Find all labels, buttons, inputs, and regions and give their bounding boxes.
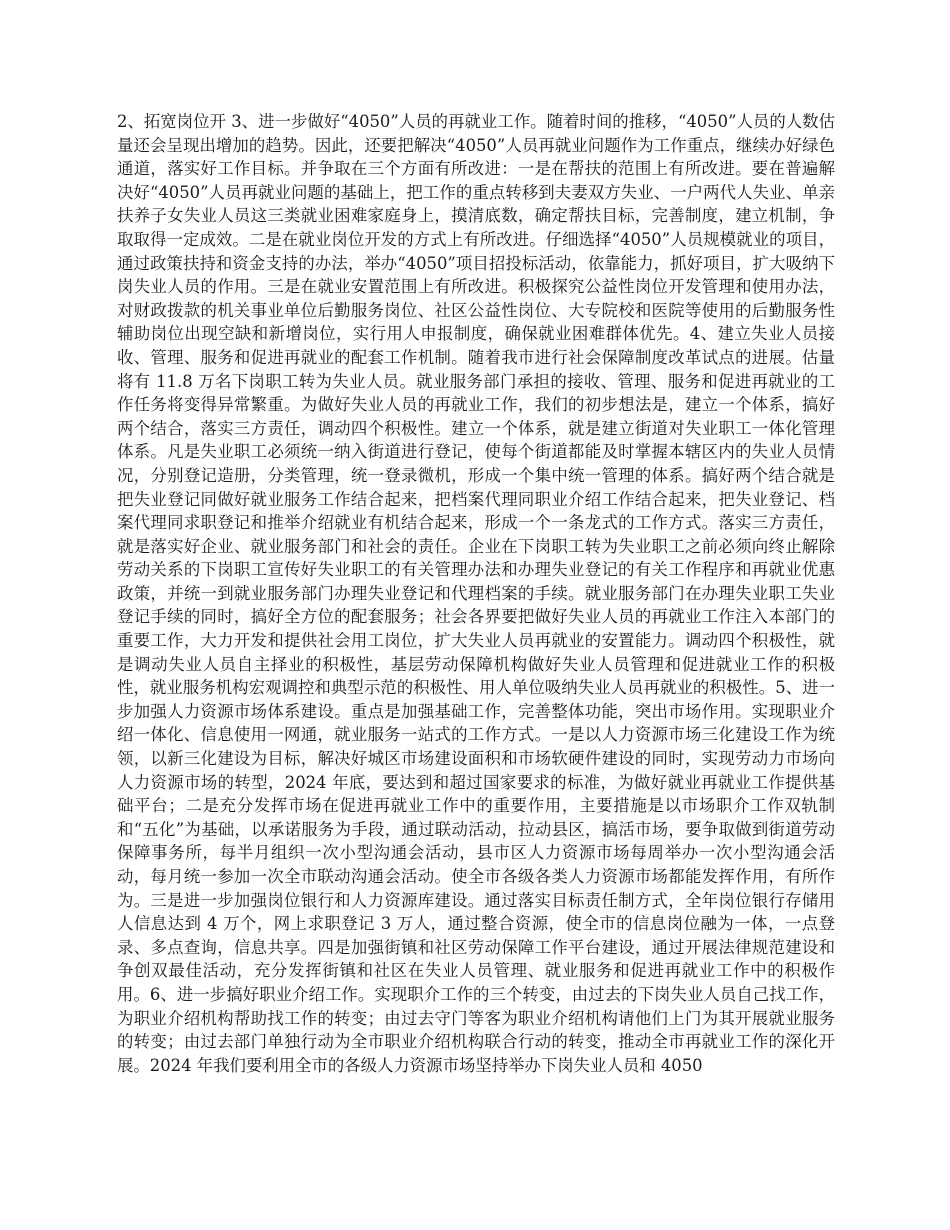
body-paragraph: 2、拓宽岗位开 3、进一步做好“4050”人员的再就业工作。随着时间的推移，“4050”人员的人数估量还会呈现出增加的趋势。因此，还要把解决“4050”人员再就业问题作为工作重点，继续办好绿色通道，落实好工作目标。并争取在三个方面有所改进：一是在帮扶的范围上有所改进。要在普遍解决好“4050”人员再就业问题的基础上，把工作的重点转移到夫妻双方失业、一户两代人失业、单亲扶养子女失业人员这三类就业困难家庭身上，摸清底数，确定帮扶目标，完善制度，建立机制，争取取得一定成效。二是在就业岗位开发的方式上有所改进。仔细选择“4050”人员规模就业的项目，通过政策扶持和资金支持的办法，举办“4050”项目招投标活动，依靠能力，抓好项目，扩大吸纳下岗失业人员的作用。三是在就业安置范围上有所改进。积极探究公益性岗位开发管理和使用办法，对财政拨款的机关事业单位后勤服务岗位、社区公益性岗位、大专院校和医院等使用的后勤服务性辅助岗位出现空缺和新增岗位，实行用人申报制度，确保就业困难群体优先。4、建立失业人员接收、管理、服务和促进再就业的配套工作机制。随着我市进行社会保障制度改革试点的进展。估量将有 11.8 万名下岗职工转为失业人员。就业服务部门承担的接收、管理、服务和促进再就业的工作任务将变得异常繁重。为做好失业人员的再就业工作，我们的初步想法是，建立一个体系，搞好两个结合，落实三方责任，调动四个积极性。建立一个体系，就是建立街道对失业职工一体化管理体系。凡是失业职工必须统一纳入街道进行登记，使每个街道都能及时掌握本辖区内的失业人员情况，分别登记造册，分类管理，统一登录微机，形成一个集中统一管理的体系。搞好两个结合就是把失业登记同做好就业服务工作结合起来，把档案代理同职业介绍工作结合起来，把失业登记、档案代理同求职登记和推举介绍就业有机结合起来，形成一个一条龙式的工作方式。落实三方责任，就是落实好企业、就业服务部门和社会的责任。企业在下岗职工转为失业职工之前必须向终止解除劳动关系的下岗职工宣传好失业职工的有关管理办法和办理失业登记的有关工作程序和再就业优惠政策，并统一到就业服务部门办理失业登记和代理档案的手续。就业服务部门在办理失业职工失业登记手续的同时，搞好全方位的配套服务；社会各界要把做好失业人员的再就业工作注入本部门的重要工作，大力开发和提供社会用工岗位，扩大失业人员再就业的安置能力。调动四个积极性，就是调动失业人员自主择业的积极性，基层劳动保障机构做好失业人员管理和促进就业工作的积极性，就业服务机构宏观调控和典型示范的积极性、用人单位吸纳失业人员再就业的积极性。5、进一步加强人力资源市场体系建设。重点是加强基础工作，完善整体功能，突出市场作用。实现职业介绍一体化、信息使用一网通，就业服务一站式的工作方式。一是以人力资源市场三化建设工作为统领，以新三化建设为目标，解决好城区市场建设面积和市场软硬件建设的同时，实现劳动力市场向人力资源市场的转型，2024 年底，要达到和超过国家要求的标准，为做好就业再就业工作提供基础平台；二是充分发挥市场在促进再就业工作中的重要作用，主要措施是以市场职介工作双轨制和“五化”为基础，以承诺服务为手段，通过联动活动，拉动县区，搞活市场，要争取做到街道劳动保障事务所，每半月组织一次小型沟通会活动，县市区人力资源市场每周举办一次小型沟通会活动，每月统一参加一次全市联动沟通会活动。使全市各级各类人力资源市场都能发挥作用，有所作为。三是进一步加强岗位银行和人力资源库建设。通过落实目标责任制方式，全年岗位银行存储用人信息达到 4 万个，网上求职登记 3 万人，通过整合资源，使全市的信息岗位融为一体，一点登录、多点查询，信息共享。四是加强街镇和社区劳动保障工作平台建设，通过开展法律规范建设和争创双最佳活动，充分发挥街镇和社区在失业人员管理、就业服务和促进再就业工作中的积极作用。6、进一步搞好职业介绍工作。实现职介工作的三个转变，由过去的下岗失业人员自己找工作，为职业介绍机构帮助找工作的转变；由过去守门等客为职业介绍机构请他们上门为其开展就业服务的转变；由过去部门单独行动为全市职业介绍机构联合行动的转变，推动全市再就业工作的深化开展。2024 年我们要利用全市的各级人力资源市场坚持举办下岗失业人员和 4050 (117, 112, 835, 1075)
